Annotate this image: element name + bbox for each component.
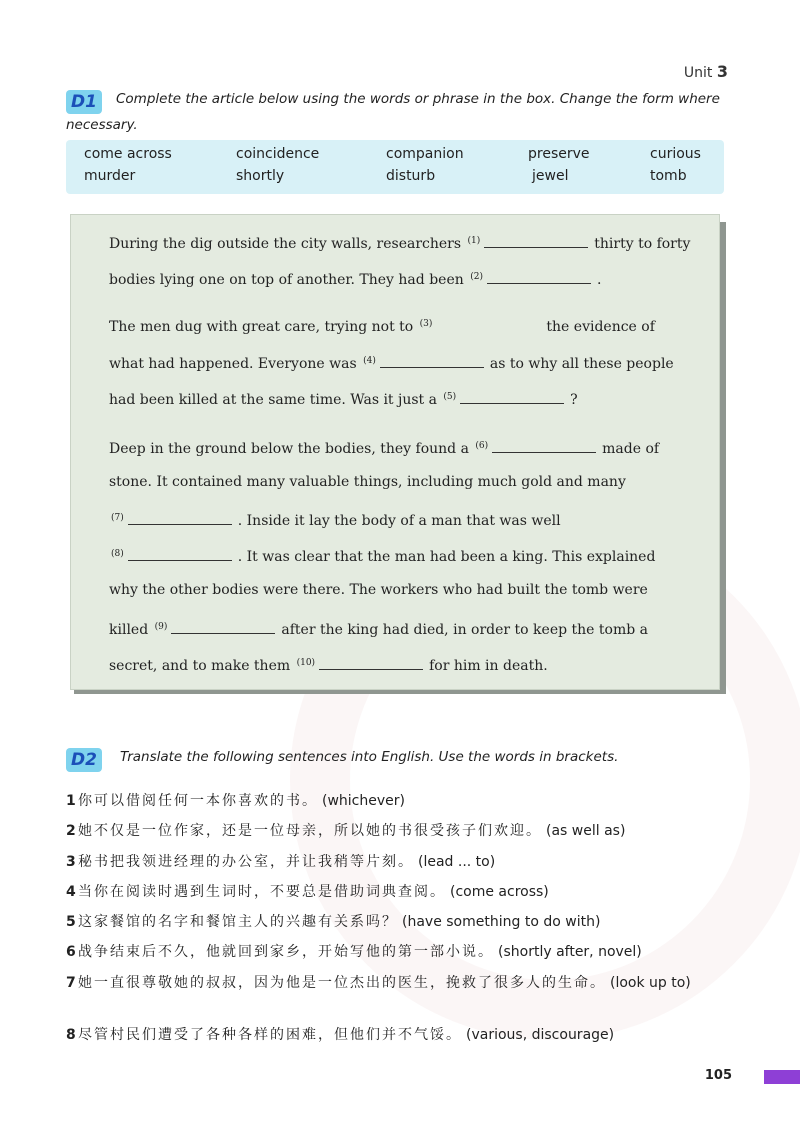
word-item: shortly: [236, 168, 285, 184]
word-item: murder: [84, 168, 136, 184]
word-item: coincidence: [236, 146, 320, 162]
item-hint: (come across): [450, 884, 549, 900]
item-number: 3: [66, 854, 76, 870]
item-number: 5: [66, 914, 76, 930]
unit-label: Unit: [683, 65, 713, 81]
d1-badge: D1: [66, 90, 102, 114]
article-box: [70, 214, 720, 690]
item-hint: (lead ... to): [418, 854, 496, 870]
article-line: [109, 474, 626, 490]
word-item: curious: [650, 146, 701, 162]
item-hint: (whichever): [322, 793, 405, 809]
article-text: killed: [109, 622, 149, 638]
blank-number: (8): [111, 549, 124, 559]
blank-number: (4): [363, 356, 376, 366]
blank-number: (10): [296, 658, 316, 668]
blank-number: (1): [467, 236, 481, 246]
item-hint: (look up to): [610, 975, 691, 991]
article-line: [109, 582, 648, 598]
blank-1[interactable]: [484, 233, 588, 248]
item-chinese: 当你在阅读时遇到生词时，不要总是借助词典查阅。: [78, 884, 446, 900]
article-text: after the king had died, in order to keep the tomb a: [281, 622, 648, 638]
item-chinese: 秘书把我领进经理的办公室，并让我稍等片刻。: [78, 854, 414, 870]
item-chinese: 你可以借阅任何一本你喜欢的书。: [78, 793, 318, 809]
d1-instruction: Complete the article below using the words or phrase in the box. Change the form where necessary.: [66, 91, 720, 133]
article-text: what had happened. Everyone was: [109, 356, 357, 372]
article-text: ?: [570, 392, 578, 408]
d1-instruction-block: [66, 88, 726, 136]
d2-badge: D2: [66, 748, 102, 772]
article-line: [109, 438, 659, 457]
item-chinese: 战争结束后不久，他就回到家乡，开始写他的第一部小说。: [78, 944, 494, 960]
article-line: [109, 619, 648, 638]
word-item: disturb: [386, 168, 436, 184]
item-hint: (shortly after, novel): [498, 944, 642, 960]
item-number: 2: [66, 823, 76, 839]
article-text: . Inside it lay the body of a man that was well: [237, 513, 561, 529]
article-text: for him in death.: [429, 658, 548, 674]
blank-number: (9): [154, 622, 168, 632]
item-number: 6: [66, 944, 76, 960]
blank-number: (3): [419, 319, 433, 329]
word-item: preserve: [528, 146, 590, 162]
item-chinese: 尽管村民们遭受了各种各样的困难，但他们并不气馁。: [78, 1027, 462, 1043]
item-number: 7: [66, 975, 76, 991]
item-hint: (various, discourage): [466, 1027, 615, 1043]
article-text: .: [596, 272, 602, 288]
article-text: thirty to forty: [594, 236, 691, 252]
article-line: [109, 233, 690, 252]
item-hint: (as well as): [546, 823, 626, 839]
article-text: . It was clear that the man had been a king. This explained: [237, 549, 656, 565]
article-text: made of: [602, 441, 660, 457]
item-number: 8: [66, 1027, 76, 1043]
item-number: 4: [66, 884, 76, 900]
article-text: the evidence of: [546, 319, 655, 335]
blank-number: (2): [470, 272, 483, 282]
item-number: 1: [66, 793, 76, 809]
word-item: jewel: [532, 168, 569, 184]
blank-number: (7): [111, 513, 124, 523]
item-chinese: 她一直很尊敬她的叔叔，因为他是一位杰出的医生，挽救了很多人的生命。: [78, 975, 606, 991]
article-text: why the other bodies were there. The workers who had built the tomb were: [109, 582, 648, 598]
blank-7[interactable]: [128, 510, 232, 525]
page-number: 105: [704, 1068, 732, 1083]
blank-2[interactable]: [487, 269, 591, 284]
article-text: bodies lying one on top of another. They had been: [109, 272, 464, 288]
article-line: [109, 317, 655, 335]
blank-number: (5): [443, 392, 457, 402]
article-text: The men dug with great care, trying not to: [109, 319, 414, 335]
article-line: [109, 546, 655, 565]
article-text: Deep in the ground below the bodies, they found a: [109, 441, 469, 457]
unit-header: [684, 62, 728, 81]
article-text: secret, and to make them: [109, 658, 291, 674]
item-hint: (have something to do with): [402, 914, 601, 930]
article-line: [109, 269, 601, 288]
article-text: had been killed at the same time. Was it just a: [109, 392, 437, 408]
blank-5[interactable]: [460, 389, 564, 404]
article-line: [109, 353, 674, 372]
blank-6[interactable]: [492, 438, 596, 453]
d2-instruction: Translate the following sentences into English. Use the words in brackets.: [120, 749, 619, 765]
blank-9[interactable]: [171, 619, 275, 634]
article-text: as to why all these people: [489, 356, 674, 372]
item-chinese: 这家餐馆的名字和餐馆主人的兴趣有关系吗？: [78, 914, 398, 930]
article-line: [109, 655, 548, 674]
blank-8[interactable]: [128, 546, 232, 561]
article-text: During the dig outside the city walls, researchers: [109, 236, 462, 252]
page-accent-bar: [764, 1070, 800, 1084]
blank-3[interactable]: [436, 317, 540, 331]
word-item: companion: [386, 146, 464, 162]
word-box: [66, 140, 724, 194]
word-item: tomb: [650, 168, 687, 184]
article-text: stone. It contained many valuable things, including much gold and many: [109, 474, 626, 490]
article-line: [109, 510, 561, 529]
unit-number: 3: [716, 62, 728, 81]
item-chinese: 她不仅是一位作家，还是一位母亲，所以她的书很受孩子们欢迎。: [78, 823, 542, 839]
blank-number: (6): [475, 441, 489, 451]
blank-10[interactable]: [319, 655, 423, 670]
article-line: [109, 389, 578, 408]
blank-4[interactable]: [380, 353, 484, 368]
word-item: come across: [84, 146, 172, 162]
d2-instruction-block: [66, 748, 618, 772]
